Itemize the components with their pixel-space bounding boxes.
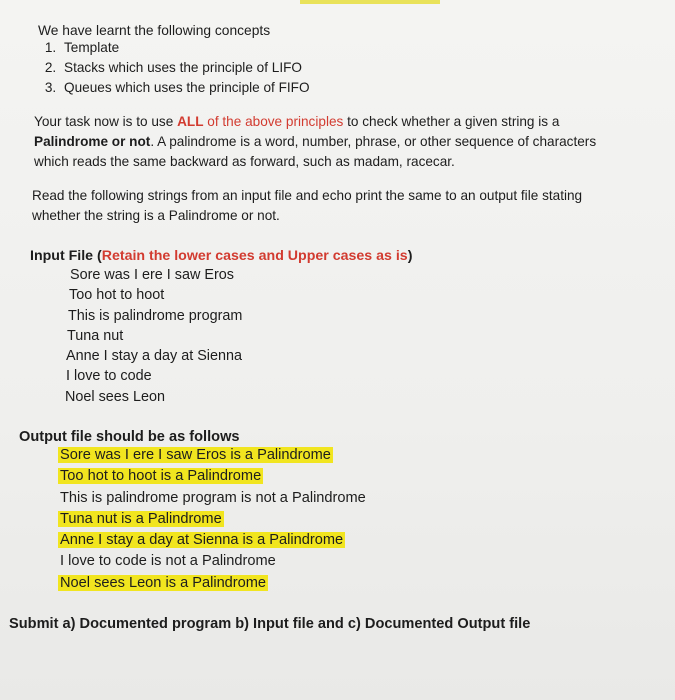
input-line: This is palindrome program [68, 307, 243, 324]
all-emphasis: ALL [177, 114, 204, 129]
submit-instructions: Submit a) Documented program b) Input file and c) Documented Output file [9, 616, 531, 632]
output-line [58, 509, 368, 530]
concept-item: 1. Template [60, 38, 310, 58]
principles-emphasis: of the above principles [203, 114, 344, 129]
output-line: I love to code is not a Palindrome [60, 553, 276, 570]
output-highlight: Anne I stay a day at Sienna is a Palindrome [60, 532, 344, 549]
output-file-list [58, 445, 368, 594]
palindrome-emphasis: Palindrome or not [34, 134, 151, 149]
concept-item: 3. Queues which uses the principle of FIFO [60, 78, 310, 98]
input-line: Noel sees Leon [65, 388, 166, 405]
output-line: This is palindrome program is not a Palindrome [60, 489, 366, 506]
case-note: Retain the lower cases and Upper cases as is [101, 248, 408, 264]
task-line-1: Your task now is to use ALL of the above principles to check whether a given string is a [34, 114, 560, 129]
output-line [58, 530, 368, 551]
output-highlight: Noel sees Leon is a Palindrome [60, 574, 267, 591]
read-paragraph [32, 186, 582, 226]
task-line-2: Palindrome or not. A palindrome is a word, number, phrase, or other sequence of characters [34, 134, 597, 149]
input-line: I love to code [66, 368, 152, 385]
input-file-heading: Input File (Retain the lower cases and Upper cases as is) [30, 248, 413, 264]
output-line [58, 445, 368, 466]
task-line-3: which reads the same backward as forward, such as madam, racecar. [34, 154, 455, 169]
top-highlight-fragment [300, 0, 440, 4]
intro-text: We have learnt the following concepts [38, 23, 271, 38]
read-line-2: whether the string is a Palindrome or not. [32, 208, 280, 223]
input-line: Too hot to hoot [69, 287, 165, 304]
read-line-1: Read the following strings from an input file and echo print the same to an output file stating [32, 188, 583, 203]
output-highlight: Sore was I ere I saw Eros is a Palindrome [60, 447, 331, 463]
output-highlight: Too hot to hoot is a Palindrome [60, 468, 262, 485]
input-file-list [65, 265, 243, 407]
concepts-list [40, 38, 310, 98]
input-line: Anne I stay a day at Sienna [66, 348, 243, 365]
output-file-heading: Output file should be as follows [19, 429, 240, 445]
input-line: Tuna nut [67, 327, 124, 344]
output-line [58, 573, 368, 594]
input-line: Sore was I ere I saw Eros [70, 267, 234, 283]
concept-item: 2. Stacks which uses the principle of LIFO [60, 58, 310, 78]
task-paragraph [34, 112, 596, 172]
output-line [58, 466, 368, 487]
output-highlight: Tuna nut is a Palindrome [60, 510, 222, 527]
